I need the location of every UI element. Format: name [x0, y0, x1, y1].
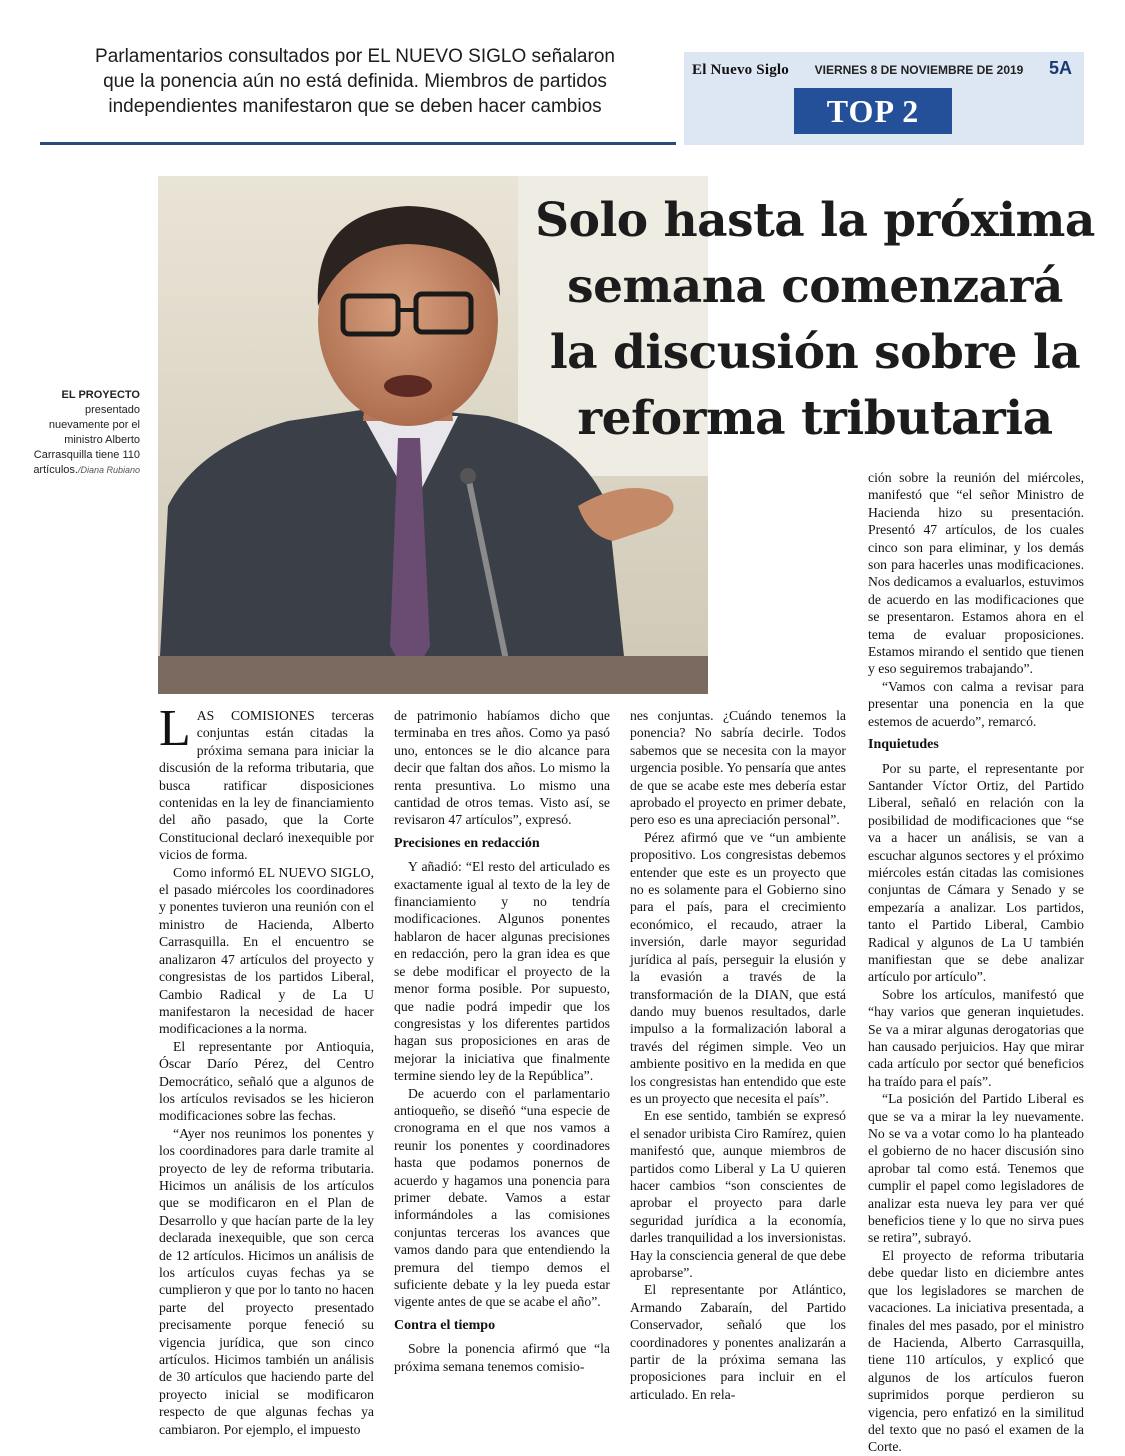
article-paragraph: En ese sentido, también se expresó el senador uribista Ciro Ramírez, quien manifestó que, aunque miembros de partidos como Liberal y La U quieren hacer cambios “son conscientes de aprobar el proyecto para darle seguridad jurídica a la economía, darles tranquilidad a los inversionistas. Hay la consciencia general de que debe aprobarse”.	[630, 1108, 846, 1280]
masthead-line	[692, 58, 1072, 79]
subhead: Inquietudes	[868, 737, 939, 753]
article-column-4	[868, 469, 1084, 1456]
headline	[520, 188, 1110, 452]
summary-line: que la ponencia aún no está definida. Miembros de partidos	[103, 71, 607, 92]
article-paragraph: El proyecto de reforma tributaria debe quedar listo en diciembre antes que los legisladores se marchen de vacaciones. La iniciativa presentada, a finales del mes pasado, por el ministro de Hacienda, Alberto Carrasquilla, tiene 110 artículos, y explicó que algunos de los artículos fueron suprimidos porque perdieron su vigencia, pero enfatizó en la similitud del texto que no pasó el examen de la Corte.	[868, 1247, 1084, 1455]
article-paragraph: De acuerdo con el parlamentario antioqueño, se diseñó “una especie de cronograma en el que nos vamos a reunir los ponentes y coordinadores hasta que podamos ponernos de acuerdo y hagamos una ponencia para primer debate. Vamos a estar informándoles a las comisiones conjuntas terceras los avances que vamos dando para que entendiendo la premura del tiempo demos el suficiente debate y la ley pueda estar vigente antes de que se acabe el año”.	[394, 1085, 610, 1310]
photo-credit: /Diana Rubiano	[77, 465, 140, 475]
drop-cap: L	[159, 700, 191, 757]
page-number: 5A	[1048, 58, 1072, 78]
article-paragraph: Como informó EL NUEVO SIGLO, el pasado miércoles los coordinadores y ponentes tuvieron una reunión con el ministro de Hacienda, Alberto Carrasquilla. En el encuentro se analizaron 47 artículos del proyecto y congresistas de los partidos Liberal, Cambio Radical y de La U manifestaron la necesidad de hacer modificaciones a la norma.	[159, 864, 374, 1037]
article-paragraph: Sobre los artículos, manifestó que “hay varios que generan inquietudes. Se va a mirar algunas derogatorias que han causado perjuicios. Hay que mirar cada artículo por sector qué beneficios ha traído para el país”.	[868, 986, 1084, 1089]
subhead: Contra el tiempo	[394, 1317, 496, 1333]
article-paragraph: El representante por Atlántico, Armando Zabaraín, del Partido Conservador, señaló que los coordinadores y ponentes analizarán a partir de la próxima semana las proposiciones para incluir en el articulado. En rela-	[630, 1282, 846, 1402]
article-column-1	[159, 700, 374, 1438]
paper-name: El Nuevo Siglo	[692, 62, 789, 78]
article-paragraph: ción sobre la reunión del miércoles, manifestó que “el señor Ministro de Hacienda hizo su presentación. Presentó 47 artículos, de los cuales cinco son para eliminar, y los demás son para hacerles unas modificaciones. Nos dedicamos a evaluarlos, estuvimos de acuerdo en las modificaciones que se presentaron. Estamos ahora en el tema de evaluar proposiciones. Estamos mirando el sentido que tienen y eso seguiremos trabajando”.	[868, 470, 1084, 677]
summary-line: Parlamentarios consultados por EL NUEVO SIGLO señalaron	[95, 46, 615, 67]
section-badge: TOP 2	[794, 88, 952, 134]
article-paragraph: El representante por Antioquia, Óscar Darío Pérez, del Centro Democrático, señaló que a algunos de los artículos revisados se les hicieron modificaciones sobre las fechas.	[159, 1038, 374, 1124]
photo-caption	[30, 388, 140, 478]
publication-date: VIERNES 8 DE NOVIEMBRE DE 2019	[814, 63, 1024, 77]
article-paragraph: “Ayer nos reunimos los ponentes y los coordinadores para darle tramite al proyecto de ley de reforma tributaria. Hicimos un análisis de los artículos que se modificaron en el Plan de Desarrollo y que hacían parte de la ley declarada inexequible, que son cerca de 12 artículos. Hicimos un análisis de los artículos cuyas fechas ya se cumplieron y que por lo tanto no hacen parte del proyecto presentado precisamente porque feneció su vigencia jurídica, que son cinco artículos. Hicimos también un análisis de 30 artículos que haciendo parte del proyecto inicial se modificaron respecto de que algunas fechas ya cambiaron. Por ejemplo, el impuesto	[159, 1125, 374, 1437]
article-paragraph: de patrimonio habíamos dicho que terminaba en tres años. Como ya pasó uno, entonces se le dio alcance para decir que faltan dos años. Lo mismo la renta presuntiva. Lo mismo una cantidad de otros temas. Visto así, se revisaron 47 artículos”, expresó.	[394, 708, 610, 828]
caption-text: presentado nuevamente por el ministro Alberto Carrasquilla tiene 110 artículos.	[33, 404, 140, 476]
subhead: Precisiones en redacción	[394, 835, 540, 851]
article-paragraph: Por su parte, el representante por Santander Víctor Ortiz, del Partido Liberal, señaló en relación con la posibilidad de modificaciones que “se va a hacer un análisis, se van a escuchar algunos sectores y el próximo miércoles están citadas las comisiones conjuntas de Cámara y Senado y se empezaría a analizar. Los partidos, tanto el Partido Liberal, Cambio Radical y algunos de La U también manifiestan que se debe analizar artículo por artículo”.	[868, 760, 1084, 985]
article-paragraph: “La posición del Partido Liberal es que se va a mirar la ley nuevamente. No se va a votar como lo ha planteado el gobierno de no hacer discusión sino aprobar tal como está. Tenemos que cumplir el papel como legisladores de analizar esta nueva ley para ver qué beneficios tiene y lo que no sirva pues se retira”, subrayó.	[868, 1091, 1084, 1246]
summary-line: independientes manifestaron que se deben hacer cambios	[108, 96, 602, 117]
article-paragraph: LAS COMISIONES terceras conjuntas están citadas la próxima semana para iniciar la discusión de la reforma tributaria, que busca ratificar disposiciones contenidas en la ley de financiamiento del año pasado, que la Corte Constitucional declaró inexequible por vicios de forma.	[159, 700, 374, 863]
article-paragraph: Sobre la ponencia afirmó que “la próxima semana tenemos comisio-	[394, 1341, 610, 1374]
summary-deck	[40, 44, 670, 119]
article-column-2	[394, 707, 610, 1375]
headline-line: semana comenzará	[567, 259, 1063, 314]
article-paragraph: nes conjuntas. ¿Cuándo tenemos la ponencia? No sabría decirle. Todos sabemos que se necesita con la mayor urgencia posible. Yo pensaría que antes de que se acabe este mes debería estar aprobado el proyecto en primer debate, pero eso es una apreciación personal”.	[630, 708, 846, 828]
opening-words: AS COMISIONES	[196, 708, 315, 723]
headline-line: reforma tributaria	[577, 391, 1053, 446]
article-paragraph: Pérez afirmó que ve “un ambiente propositivo. Los congresistas debemos entender que este es un proyecto que no es solamente para el Gobierno sino para el país, para el crecimiento económico, el recaudo, atraer la inversión, darle mayor seguridad jurídica al país, perseguir la elusión y la evasión a través de la transformación de la DIAN, que está dando muy buenos resultados, darle impulso a la formalización laboral a través del régimen simple. Veo un ambiente positivo en la medida en que los congresistas han entendido que este es un proyecto que necesita el país”.	[630, 829, 846, 1106]
headline-line: Solo hasta la próxima	[535, 193, 1095, 248]
article-paragraph: Y añadió: “El resto del articulado es exactamente igual al texto de la ley de financiamiento y no tendría modificaciones. Algunos ponentes hablaron de hacer algunas precisiones en redacción, pero la gran idea es que se debe modificar el proyecto de la menor forma posible. Por supuesto, que nadie podrá impedir que los congresistas y los diferentes partidos hagan sus proposiciones en aras de mejorar la iniciativa que finalmente termine siendo ley de la República”.	[394, 859, 610, 1084]
headline-line: la discusión sobre la	[549, 325, 1081, 380]
top-rule	[40, 142, 676, 145]
masthead	[684, 52, 1084, 145]
article-column-3	[630, 707, 846, 1403]
article-paragraph: “Vamos con calma a revisar para presentar una ponencia en la que estemos de acuerdo”, remarcó.	[868, 678, 1084, 729]
caption-lead: EL PROYECTO	[61, 389, 140, 401]
